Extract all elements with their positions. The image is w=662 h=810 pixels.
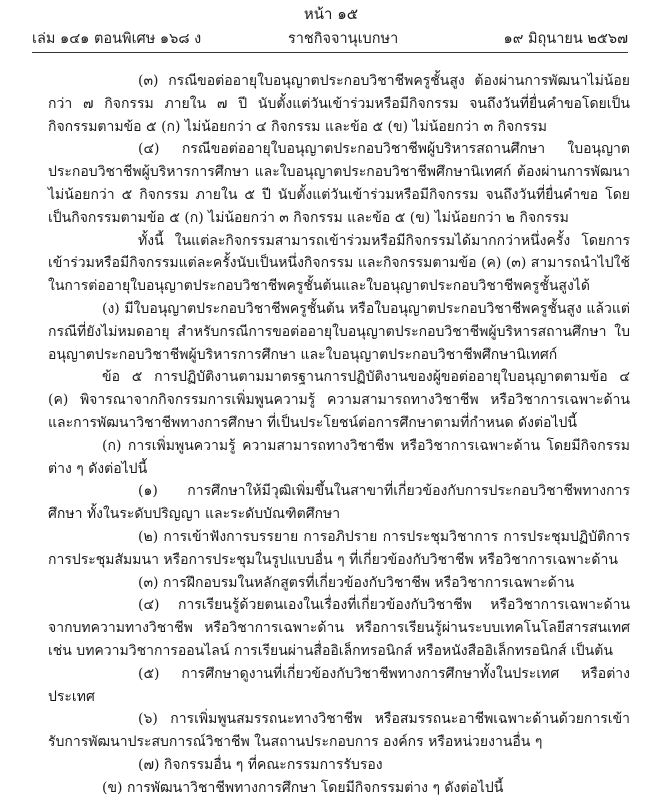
gazette-name: ราชกิจจานุเบกษา: [288, 31, 399, 47]
paragraph-4: (๔) กรณีขอต่ออายุใบอนุญาตประกอบวิชาชีพผู้บริหารสถานศึกษา ใบอนุญาตประกอบวิชาชีพผู้บริหารการศึกษา และใบอนุญาตประกอบวิชาชีพศึกษานิเทศก์ ต้องผ่านการพัฒนาไม่น้อยกว่า ๕ กิจกรรม ภายใน ๕ ปี นับตั้งแต่วันเข้าร่วมหรือมีกิจกรรม จนถึงวันที่ยื่นคำขอ โดยเป็นกิจกรรมตามข้อ ๕ (ก) ไม่น้อยกว่า ๓ กิจกรรม และข้อ ๕ (ข) ไม่น้อยกว่า ๒ กิจกรรม: [48, 141, 630, 226]
paragraph-ng: (ง) มีใบอนุญาตประกอบวิชาชีพครูชั้นต้น หรือใบอนุญาตประกอบวิชาชีพครูชั้นสูง แล้วแต่กรณีที่ยังไม่หมดอายุ สำหรับกรณีการขอต่ออายุใบอนุญาตประกอบวิชาชีพผู้บริหารสถานศึกษา ใบอนุญาตประกอบวิชาชีพผู้บริหารการศึกษา และใบอนุญาตประกอบวิชาชีพศึกษานิเทศก์: [48, 300, 630, 363]
gazette-header: [32, 28, 628, 50]
clause-5-a-7: (๗) กิจกรรมอื่น ๆ ที่คณะกรรมการรับรอง: [138, 756, 383, 773]
clause-5-a-4: (๔) การเรียนรู้ด้วยตนเองในเรื่องที่เกี่ยวข้องกับวิชาชีพ หรือวิชาการเฉพาะด้าน จากบทความทางวิชาชีพ หรือวิชาการเฉพาะด้าน หรือการเรียนรู้ผ่านระบบเทคโนโลยีสารสนเทศ เช่น บทความวิชาการออนไลน์ การเรียนผ่านสื่ออิเล็กทรอนิกส์ หรือหนังสืออิเล็กทรอนิกส์ เป็นต้น: [48, 597, 630, 659]
document-body: [48, 70, 630, 800]
clause-5-a-1: (๑) การศึกษาให้มีวุฒิเพิ่มขึ้นในสาขาที่เกี่ยวข้องกับการประกอบวิชาชีพทางการศึกษา ทั้งในระดับปริญญา และระดับบัณฑิตศึกษา: [48, 483, 630, 523]
clause-5-a-5: (๕) การศึกษาดูงานที่เกี่ยวข้องกับวิชาชีพทางการศึกษาทั้งในประเทศ หรือต่างประเทศ: [48, 665, 630, 705]
clause-5-a-2: (๒) การเข้าฟังการบรรยาย การอภิปราย การประชุมวิชาการ การประชุมปฏิบัติการ การประชุมสัมมนา หรือการประชุมในรูปแบบอื่น ๆ ที่เกี่ยวข้องกับวิชาชีพ หรือวิชาการเฉพาะด้าน: [48, 528, 630, 568]
clause-5-a-6: (๖) การเพิ่มพูนสมรรถนะทางวิชาชีพ หรือสมรรถนะอาชีพเฉพาะด้านด้วยการเข้ารับการพัฒนาประสบการณ์วิชาชีพ ในสถานประกอบการ องค์กร หรือหน่วยงานอื่น ๆ: [48, 711, 630, 751]
clause-5-a-3: (๓) การฝึกอบรมในหลักสูตรที่เกี่ยวข้องกับวิชาชีพ หรือวิชาการเฉพาะด้าน: [138, 574, 575, 591]
clause-5: ข้อ ๕ การปฏิบัติงานตามมาตรฐานการปฏิบัติงานของผู้ขอต่ออายุใบอนุญาตตามข้อ ๔ (ค) พิจารณาจากกิจกรรมการเพิ่มพูนความรู้ ความสามารถทางวิชาชีพ หรือวิชาการเฉพาะด้านและการพัฒนาวิชาชีพทางการศึกษา ที่เป็นประโยชน์ต่อการศึกษาตามที่กำหนด ดังต่อไปนี้: [48, 369, 630, 431]
page-number: หน้า ๑๕: [303, 5, 359, 23]
clause-5-a: (ก) การเพิ่มพูนความรู้ ความสามารถทางวิชาชีพ หรือวิชาการเฉพาะด้าน โดยมีกิจกรรมต่าง ๆ ดังต่อไปนี้: [48, 437, 630, 477]
header-divider: [32, 52, 628, 53]
clause-5-b: (ข) การพัฒนาวิชาชีพทางการศึกษา โดยมีกิจกรรมต่าง ๆ ดังต่อไปนี้: [102, 779, 504, 796]
paragraph-3: (๓) กรณีขอต่ออายุใบอนุญาตประกอบวิชาชีพครูชั้นสูง ต้องผ่านการพัฒนาไม่น้อยกว่า ๗ กิจกรรม ภายใน ๗ ปี นับตั้งแต่วันเข้าร่วมหรือมีกิจกรรม จนถึงวันที่ยื่นคำขอโดยเป็นกิจกรรมตามข้อ ๕ (ก) ไม่น้อยกว่า ๔ กิจกรรม และข้อ ๕ (ข) ไม่น้อยกว่า ๓ กิจกรรม: [48, 73, 630, 135]
publication-date: ๑๙ มิถุนายน ๒๕๖๗: [503, 31, 628, 47]
paragraph-note: ทั้งนี้ ในแต่ละกิจกรรมสามารถเข้าร่วมหรือมีกิจกรรมได้มากกว่าหนึ่งครั้ง โดยการเข้าร่วมหรือมีกิจกรรมแต่ละครั้งนับเป็นหนึ่งกิจกรรม และกิจกรรมตามข้อ (ค) (๓) สามารถนำไปใช้ในการต่ออายุใบอนุญาตประกอบวิชาชีพครูชั้นต้นและใบอนุญาตประกอบวิชาชีพครูชั้นสูงได้: [48, 232, 630, 295]
volume-issue: เล่ม ๑๔๑ ตอนพิเศษ ๑๖๘ ง: [32, 31, 202, 47]
